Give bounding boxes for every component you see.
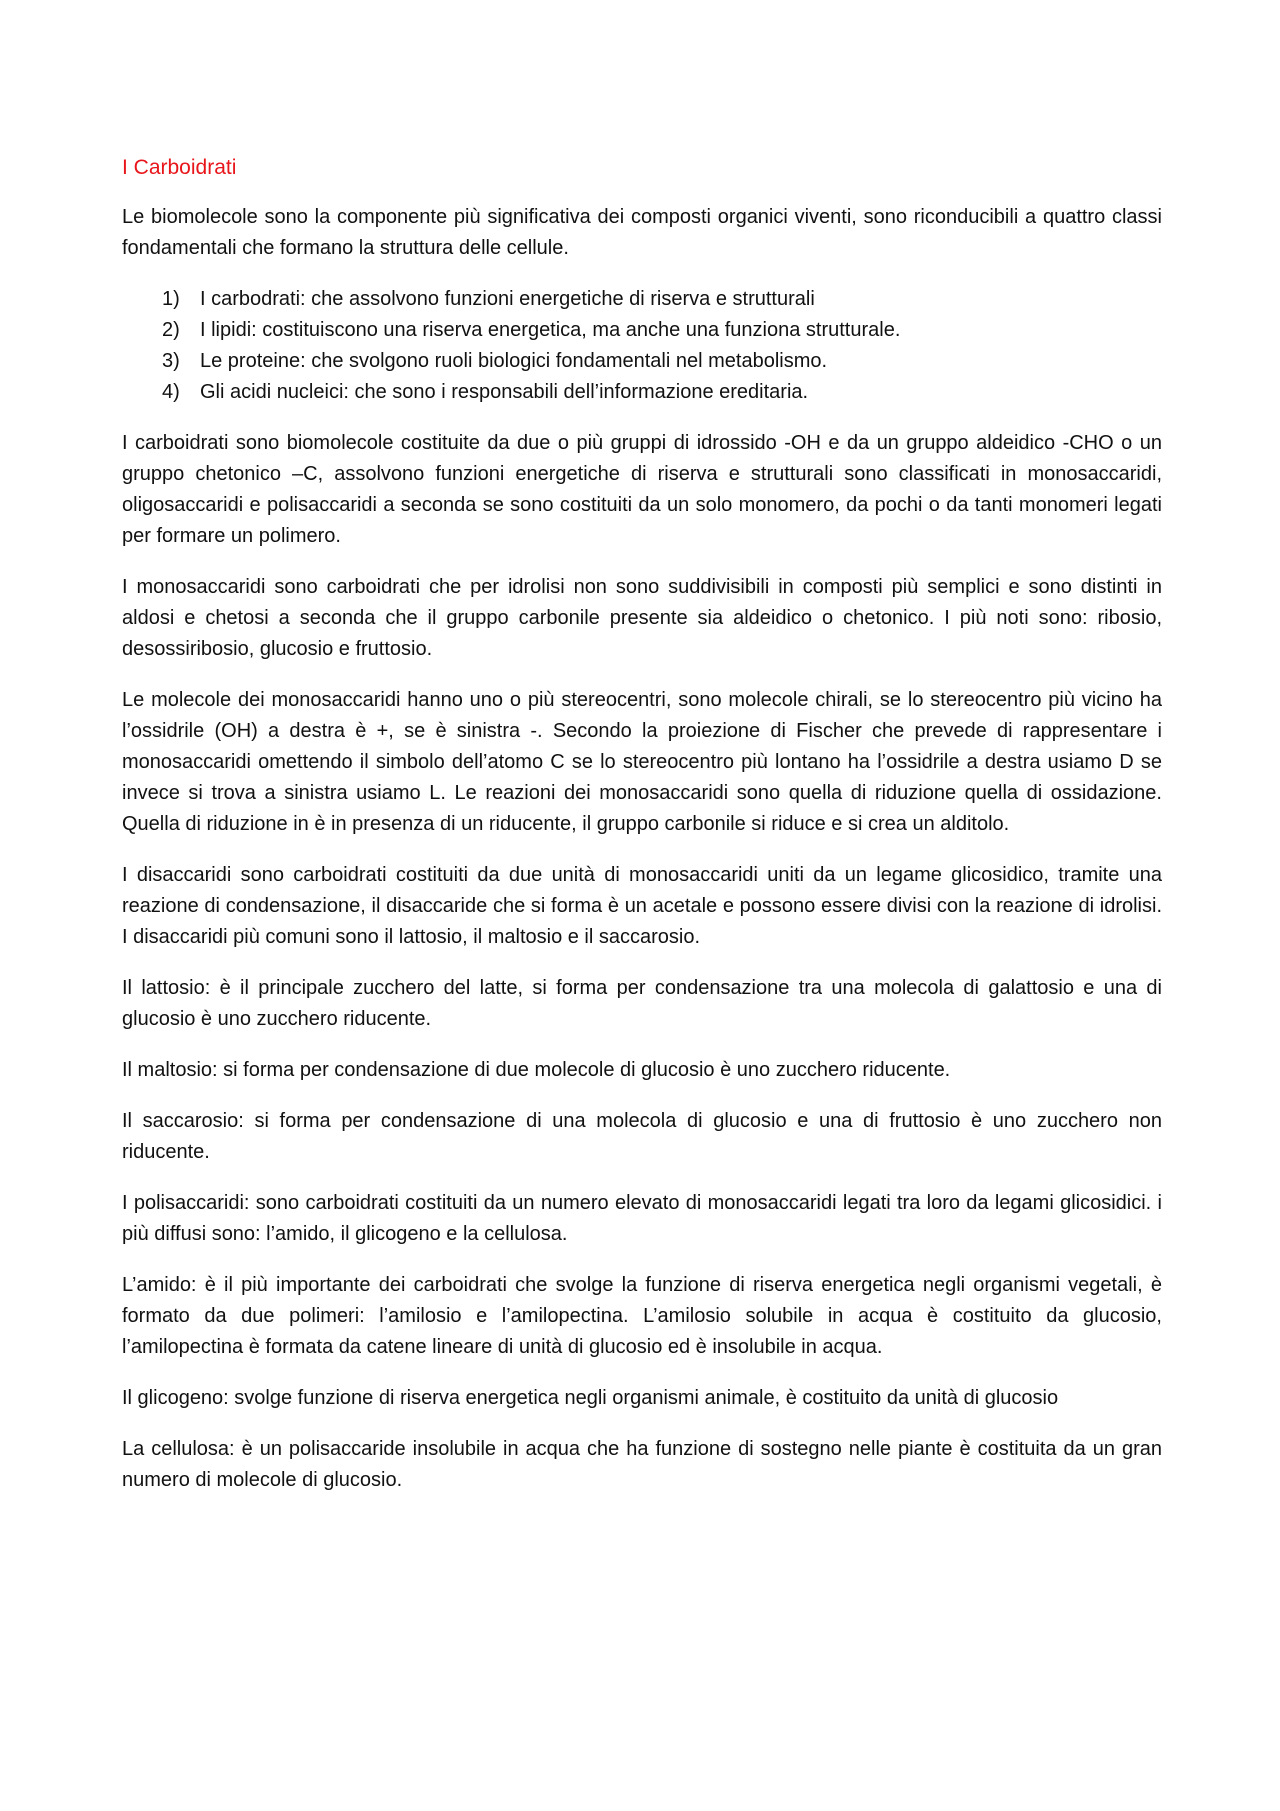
list-item bbox=[122, 377, 1162, 408]
document-body bbox=[122, 152, 1162, 1516]
list-item bbox=[122, 284, 1162, 315]
list-item-number: 4) bbox=[162, 381, 180, 403]
list-item-text: Gli acidi nucleici: che sono i responsabili dell’informazione ereditaria. bbox=[200, 381, 809, 403]
list-item bbox=[122, 315, 1162, 346]
list-item-number: 3) bbox=[162, 350, 180, 372]
stereocentri-paragraph: Le molecole dei monosaccaridi hanno uno o più stereocentri, sono molecole chirali, se lo stereocentro più vicino ha l’ossidrile (OH) a destra è +, se è sinistra -. Secondo la proiezione di Fischer che prevede di rappresentare i monosaccaridi omettendo il simbolo dell’atomo C se lo stereocentro più lontano ha l’ossidrile a destra usiamo D se invece si trova a sinistra usiamo L. Le reazioni dei monosaccaridi sono quella di riduzione quella di ossidazione. Quella di riduzione in è in presenza di un riducente, il gruppo carbonile si riduce e si crea un alditolo. bbox=[122, 689, 1162, 835]
biomolecule-class-list bbox=[122, 284, 1162, 408]
list-item-text: Le proteine: che svolgono ruoli biologici fondamentali nel metabolismo. bbox=[200, 350, 828, 372]
list-item-number: 2) bbox=[162, 319, 180, 341]
monosaccaridi-paragraph: I monosaccaridi sono carboidrati che per idrolisi non sono suddivisibili in composti più semplici e sono distinti in aldosi e chetosi a seconda che il gruppo carbonile presente sia aldeidico o chetonico. I più noti sono: ribosio, desossiribosio, glucosio e fruttosio. bbox=[122, 576, 1162, 660]
list-item-text: I lipidi: costituiscono una riserva energetica, ma anche una funziona strutturale. bbox=[200, 319, 901, 341]
polisaccaridi-paragraph: I polisaccaridi: sono carboidrati costituiti da un numero elevato di monosaccaridi legati tra loro da legami glicosidici. i più diffusi sono: l’amido, il glicogeno e la cellulosa. bbox=[122, 1192, 1162, 1245]
document-title: I Carboidrati bbox=[122, 156, 237, 179]
disaccaridi-paragraph: I disaccaridi sono carboidrati costituiti da due unità di monosaccaridi uniti da un legame glicosidico, tramite una reazione di condensazione, il disaccaride che si forma è un acetale e possono essere divisi con la reazione di idrolisi. I disaccaridi più comuni sono il lattosio, il maltosio e il saccarosio. bbox=[122, 864, 1162, 948]
list-item-text: I carbodrati: che assolvono funzioni energetiche di riserva e strutturali bbox=[200, 288, 815, 310]
carboidrati-definition-paragraph: I carboidrati sono biomolecole costituite da due o più gruppi di idrossido -OH e da un gruppo aldeidico -CHO o un gruppo chetonico –C, assolvono funzioni energetiche di riserva e strutturali sono classificati in monosaccaridi, oligosaccaridi e polisaccaridi a seconda se sono costituiti da un solo monomero, da pochi o da tanti monomeri legati per formare un polimero. bbox=[122, 432, 1162, 547]
lattosio-paragraph: Il lattosio: è il principale zucchero del latte, si forma per condensazione tra una molecola di galattosio e una di glucosio è uno zucchero riducente. bbox=[122, 977, 1162, 1030]
amido-paragraph: L’amido: è il più importante dei carboidrati che svolge la funzione di riserva energetica negli organismi vegetali, è formato da due polimeri: l’amilosio e l’amilopectina. L’amilosio solubile in acqua è costituito da glucosio, l’amilopectina è formata da catene lineare di unità di glucosio ed è insolubile in acqua. bbox=[122, 1274, 1162, 1358]
saccarosio-paragraph: Il saccarosio: si forma per condensazione di una molecola di glucosio e una di fruttosio è uno zucchero non riducente. bbox=[122, 1110, 1162, 1163]
maltosio-paragraph: Il maltosio: si forma per condensazione di due molecole di glucosio è uno zucchero riducente. bbox=[122, 1059, 951, 1081]
glicogeno-paragraph: Il glicogeno: svolge funzione di riserva energetica negli organismi animale, è costituito da unità di glucosio bbox=[122, 1387, 1059, 1409]
list-item-number: 1) bbox=[162, 288, 180, 310]
list-item bbox=[122, 346, 1162, 377]
intro-paragraph: Le biomolecole sono la componente più significativa dei composti organici viventi, sono riconducibili a quattro classi fondamentali che formano la struttura delle cellule. bbox=[122, 206, 1162, 259]
cellulosa-paragraph: La cellulosa: è un polisaccaride insolubile in acqua che ha funzione di sostegno nelle piante è costituita da un gran numero di molecole di glucosio. bbox=[122, 1438, 1162, 1491]
